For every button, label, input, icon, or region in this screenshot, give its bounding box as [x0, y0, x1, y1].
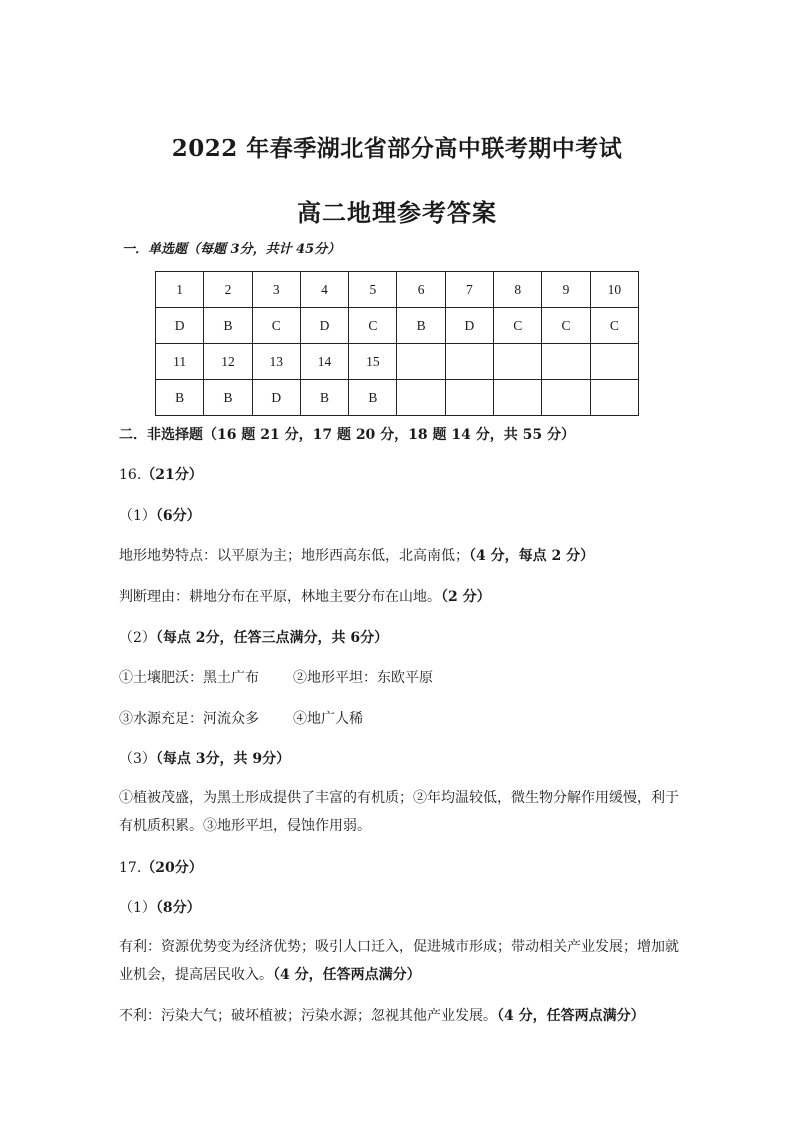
table-cell: C: [252, 308, 300, 344]
table-cell: [494, 380, 542, 416]
table-cell: 12: [204, 344, 252, 380]
document-title: 2022 年春季湖北省部分高中联考期中考试: [171, 135, 623, 162]
q16-part3-answer: ①植被茂盛，为黑土形成提供了丰富的有机质；②年均温较低，微生物分解作用缓慢，利于有机质积累。③地形平坦，侵蚀作用弱。: [119, 790, 679, 834]
table-cell: 15: [349, 344, 397, 380]
table-cell: 10: [590, 272, 638, 308]
q16-part2-score: （每点 2分，任答三点满分，共 6分）: [155, 630, 389, 646]
table-row-numbers-2: [156, 344, 639, 380]
section2-heading: 二．非选择题（16 题 21 分，17 题 20 分，18 题 14 分，共 55 分）: [119, 427, 575, 443]
q16-part3-heading: [119, 748, 290, 768]
q16-part2-row1: [119, 667, 433, 687]
q16-reason-score: （2 分）: [441, 589, 491, 605]
table-cell: [494, 344, 542, 380]
q17-part1-heading: [119, 897, 201, 917]
q17-con-answer: [119, 1005, 645, 1025]
table-row-answers-1: [156, 308, 639, 344]
q17-pro-score: （4 分，任答两点满分）: [273, 967, 421, 983]
table-cell: B: [300, 380, 348, 416]
table-cell: [590, 344, 638, 380]
table-cell: 3: [252, 272, 300, 308]
table-cell: 4: [300, 272, 348, 308]
q16-label: 16.: [119, 467, 142, 483]
q16-heading: [119, 464, 203, 484]
table-cell: 1: [156, 272, 204, 308]
q17-heading: [119, 857, 203, 877]
table-cell: 9: [542, 272, 590, 308]
table-cell: [590, 380, 638, 416]
q17-con-text: 不利：污染大气；破坏植被；污染水源；忽视其他产业发展。: [119, 1008, 497, 1024]
answer-table: [155, 271, 639, 416]
q16-part1-score: （6分）: [155, 508, 201, 524]
q16-terrain-answer: [119, 545, 594, 565]
q16-terrain-text: 地形地势特点：以平原为主；地形西高东低，北高南低；: [119, 548, 469, 564]
table-cell: B: [349, 380, 397, 416]
table-cell: B: [204, 380, 252, 416]
q16-part2-item3: ③水源充足：河流众多: [119, 711, 259, 727]
q16-score: （21分）: [141, 467, 203, 483]
q16-part1-label: （1）: [119, 508, 156, 524]
q17-score: （20分）: [141, 860, 203, 876]
table-cell: D: [445, 308, 493, 344]
q16-reason-answer: [119, 586, 491, 606]
q16-part2-item4: ④地广人稀: [293, 711, 363, 727]
table-cell: [542, 344, 590, 380]
q17-part1-score: （8分）: [155, 900, 201, 916]
table-cell: [397, 380, 445, 416]
table-cell: [445, 380, 493, 416]
table-cell: 5: [349, 272, 397, 308]
q16-part2-row2: [119, 708, 363, 728]
table-cell: [542, 380, 590, 416]
table-cell: 2: [204, 272, 252, 308]
table-cell: C: [590, 308, 638, 344]
q16-part2-item1: ①土壤肥沃：黑土广布: [119, 670, 259, 686]
table-cell: C: [542, 308, 590, 344]
q16-part2-heading: [119, 627, 388, 647]
q16-part1-heading: [119, 505, 201, 525]
q16-part2-label: （2）: [119, 630, 156, 646]
table-cell: D: [300, 308, 348, 344]
table-cell: D: [252, 380, 300, 416]
q17-part1-label: （1）: [119, 900, 156, 916]
table-cell: [445, 344, 493, 380]
table-cell: 11: [156, 344, 204, 380]
table-cell: 13: [252, 344, 300, 380]
section1-heading: 一．单选题（每题 3分，共计 45分）: [122, 242, 341, 257]
q17-pro-answer: [119, 933, 679, 989]
table-cell: D: [156, 308, 204, 344]
table-cell: C: [494, 308, 542, 344]
table-cell: B: [156, 380, 204, 416]
table-cell: B: [397, 308, 445, 344]
table-row-numbers-1: [156, 272, 639, 308]
table-cell: C: [349, 308, 397, 344]
table-row-answers-2: [156, 380, 639, 416]
q17-label: 17.: [119, 860, 142, 876]
q16-terrain-score: （4 分，每点 2 分）: [469, 548, 595, 564]
document-subtitle: 高二地理参考答案: [297, 198, 497, 227]
table-cell: 7: [445, 272, 493, 308]
table-cell: 6: [397, 272, 445, 308]
table-cell: [397, 344, 445, 380]
table-cell: 8: [494, 272, 542, 308]
q17-con-score: （4 分，任答两点满分）: [497, 1008, 645, 1024]
q16-part3-label: （3）: [119, 751, 156, 767]
q17-pro-text: 有利：资源优势变为经济优势；吸引人口迁入，促进城市形成；带动相关产业发展；增加就业机会，提高居民收入。: [119, 939, 679, 983]
table-cell: 14: [300, 344, 348, 380]
q16-part2-item2: ②地形平坦：东欧平原: [293, 670, 433, 686]
q16-part3-score: （每点 3分，共 9分）: [155, 751, 291, 767]
q16-reason-text: 判断理由：耕地分布在平原，林地主要分布在山地。: [119, 589, 441, 605]
table-cell: B: [204, 308, 252, 344]
